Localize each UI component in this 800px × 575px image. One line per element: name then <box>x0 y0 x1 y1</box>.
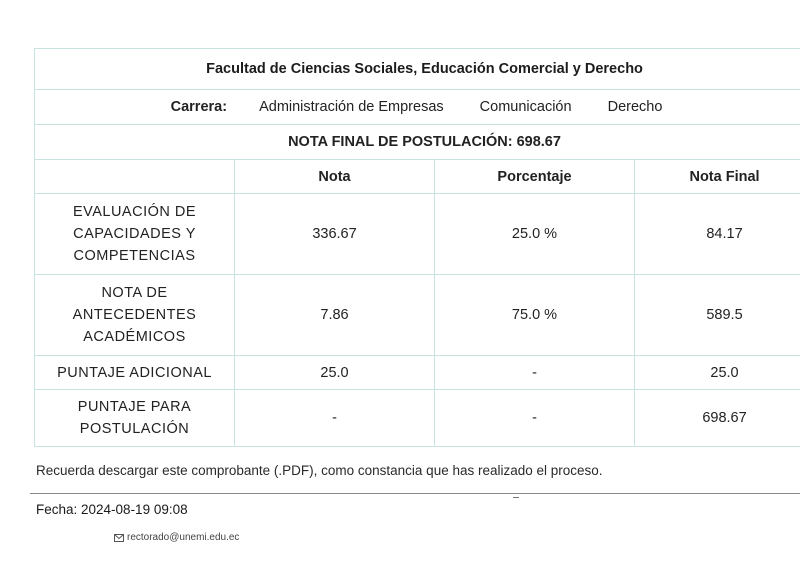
row-porcentaje: 25.0 % <box>435 194 635 275</box>
divider-mark <box>513 497 519 498</box>
row-nota: 7.86 <box>235 275 435 356</box>
table-header-row <box>35 160 800 194</box>
final-score-line: NOTA FINAL DE POSTULACIÓN: 698.67 <box>35 125 800 160</box>
header-porcentaje: Porcentaje <box>435 160 635 194</box>
footer-email-text: rectorado@unemi.edu.ec <box>127 532 240 543</box>
results-table <box>34 48 800 447</box>
row-nota-final: 84.17 <box>635 194 800 275</box>
footer-email <box>114 532 239 543</box>
table-row <box>35 390 800 447</box>
row-concept: NOTA DE ANTECEDENTES ACADÉMICOS <box>35 275 235 356</box>
career-row <box>35 90 800 125</box>
career-option: Derecho <box>607 99 663 115</box>
row-nota-final: 25.0 <box>635 356 800 390</box>
row-concept: PUNTAJE PARA POSTULACIÓN <box>35 390 235 447</box>
header-concept <box>35 160 235 194</box>
row-porcentaje: - <box>435 390 635 447</box>
mail-icon <box>114 534 124 542</box>
row-porcentaje: 75.0 % <box>435 275 635 356</box>
career-label: Carrera: <box>170 99 228 115</box>
table-row <box>35 194 800 275</box>
row-nota: 336.67 <box>235 194 435 275</box>
row-nota: - <box>235 390 435 447</box>
final-score-row <box>35 125 800 160</box>
row-concept: PUNTAJE ADICIONAL <box>35 356 235 390</box>
divider <box>30 493 800 494</box>
header-nota: Nota <box>235 160 435 194</box>
row-porcentaje: - <box>435 356 635 390</box>
issue-date: Fecha: 2024-08-19 09:08 <box>36 502 188 517</box>
faculty-row <box>35 49 800 90</box>
download-reminder: Recuerda descargar este comprobante (.PDF), como constancia que has realizado el proceso. <box>36 463 603 478</box>
table-row <box>35 275 800 356</box>
row-nota-final: 589.5 <box>635 275 800 356</box>
row-nota-final: 698.67 <box>635 390 800 447</box>
faculty-title: Facultad de Ciencias Sociales, Educación Comercial y Derecho <box>35 49 800 90</box>
header-nota-final: Nota Final <box>635 160 800 194</box>
career-option: Administración de Empresas <box>259 99 444 115</box>
row-nota: 25.0 <box>235 356 435 390</box>
career-option: Comunicación <box>479 99 572 115</box>
row-concept: EVALUACIÓN DE CAPACIDADES Y COMPETENCIAS <box>35 194 235 275</box>
table-row <box>35 356 800 390</box>
